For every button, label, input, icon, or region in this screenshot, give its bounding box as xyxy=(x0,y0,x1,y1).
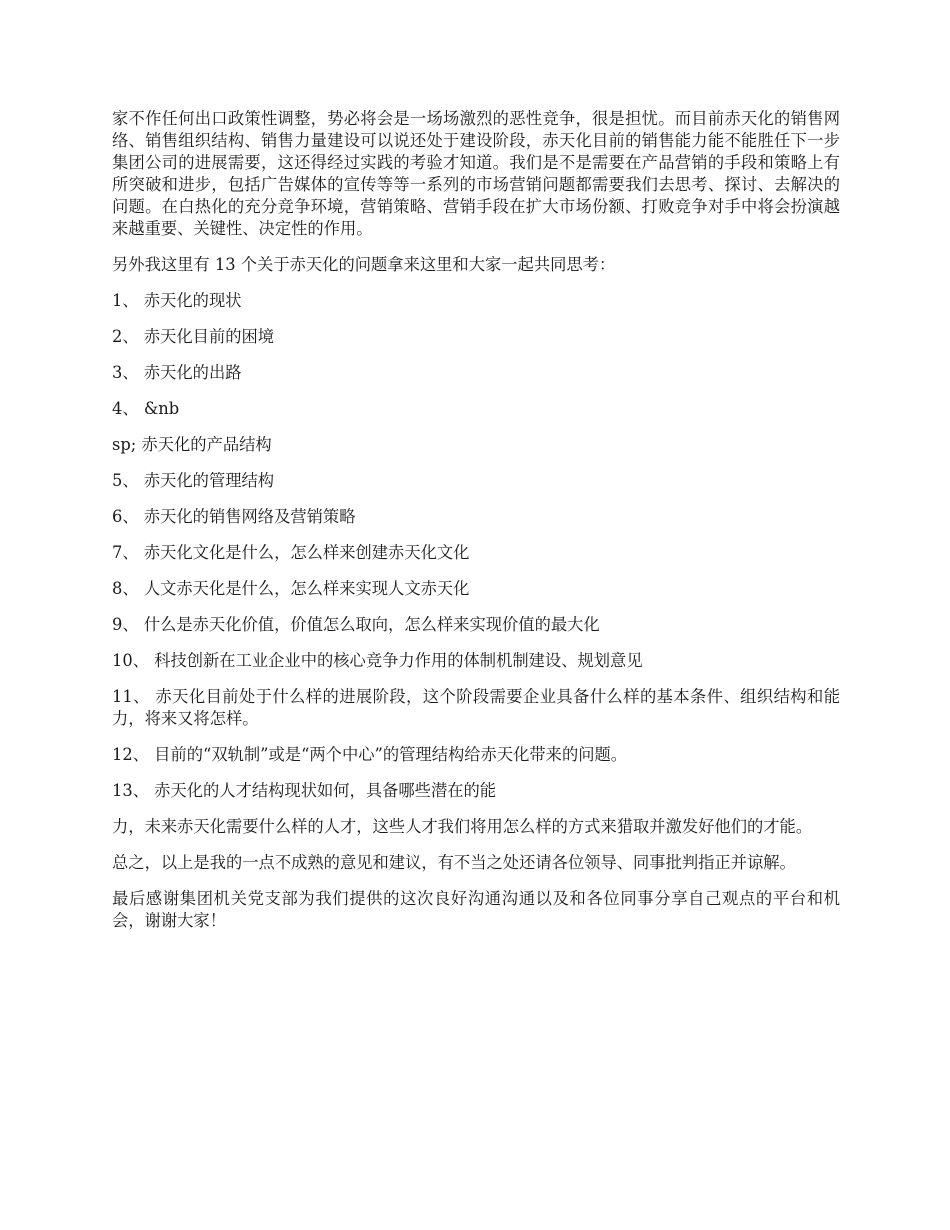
list-item: 5、 赤天化的管理结构 xyxy=(112,471,275,490)
conclusion-paragraph: 总之，以上是我的一点不成熟的意见和建议，有不当之处还请各位领导、同事批判指正并谅解。 xyxy=(112,853,796,872)
list-item: 6、 赤天化的销售网络及营销策略 xyxy=(112,507,356,526)
list-item: 8、 人文赤天化是什么，怎么样来实现人文赤天化 xyxy=(112,579,470,598)
thanks-paragraph: 最后感谢集团机关党支部为我们提供的这次良好沟通沟通以及和各位同事分享自己观点的平台和机会，谢谢大家！ xyxy=(112,889,840,930)
body-paragraph: 家不作任何出口政策性调整，势必将会是一场场激烈的恶性竞争，很是担忧。而目前赤天化的销售网络、销售组织结构、销售力量建设可以说还处于建设阶段，赤天化目前的销售能力能不能胜任下一步集团公司的进展需要，这还得经过实践的考验才知道。我们是不是需要在产品营销的手段和策略上有所突破和进步，包括广告媒体的宣传等等一系列的市场营销问题都需要我们去思考、探讨、去解决的问题。在白热化的充分竞争环境，营销策略、营销手段在扩大市场份额、打败竞争对手中将会扮演越来越重要、关键性、决定性的作用。 xyxy=(112,109,840,238)
list-item: 2、 赤天化目前的困境 xyxy=(112,327,275,346)
list-item: 12、 目前的“双轨制”或是“两个中心”的管理结构给赤天化带来的问题。 xyxy=(112,745,628,764)
list-item-continuation: 力，未来赤天化需要什么样的人才，这些人才我们将用怎么样的方式来猎取并激发好他们的才能。 xyxy=(112,817,813,836)
document-page xyxy=(112,108,840,946)
list-item: 11、 赤天化目前处于什么样的进展阶段，这个阶段需要企业具备什么样的基本条件、组织结构和能力，将来又将怎样。 xyxy=(112,687,840,728)
list-item-continuation: sp; 赤天化的产品结构 xyxy=(112,435,272,454)
list-item: 10、 科技创新在工业企业中的核心竞争力作用的体制机制建设、规划意见 xyxy=(112,651,643,670)
list-item: 13、 赤天化的人才结构现状如何，具备哪些潜在的能 xyxy=(112,781,497,800)
list-item: 4、 &nb xyxy=(112,399,180,418)
list-item: 1、 赤天化的现状 xyxy=(112,291,242,310)
list-item: 9、 什么是赤天化价值，价值怎么取向，怎么样来实现价值的最大化 xyxy=(112,615,600,634)
list-item: 3、 赤天化的出路 xyxy=(112,363,242,382)
questions-intro: 另外我这里有 13 个关于赤天化的问题拿来这里和大家一起共同思考： xyxy=(112,255,616,274)
list-item: 7、 赤天化文化是什么，怎么样来创建赤天化文化 xyxy=(112,543,470,562)
